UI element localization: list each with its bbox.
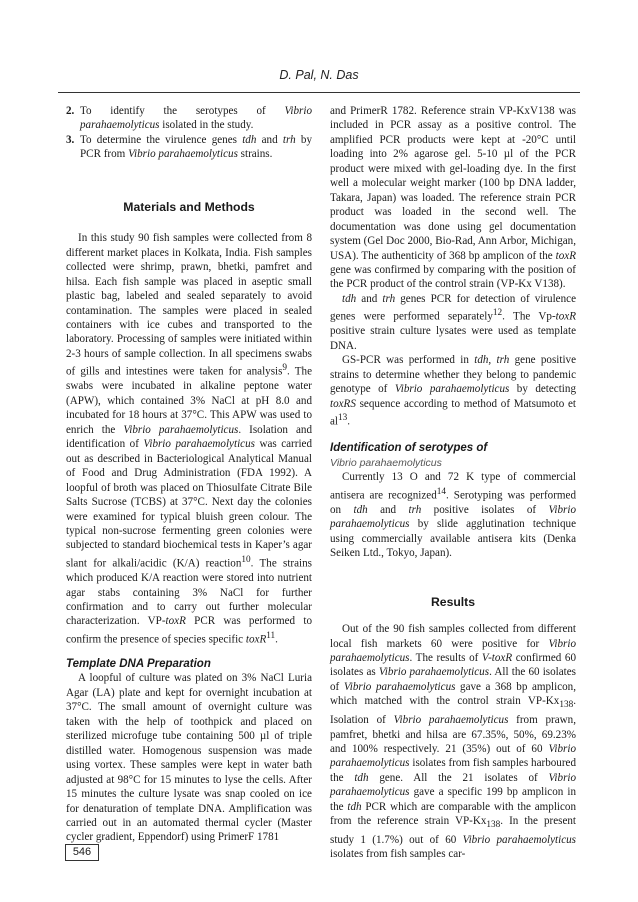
paragraph-serotyping: Currently 13 O and 72 K type of commercial antisera are recognized$^{14}$. Serotyping was performed on tdh and trh positive isolates of Vibrio parahaemolyticus by slide agglutination technique using commercially available antisera kits (Denka Seiken Ltd., Tokyo, Japan). — [330, 471, 576, 560]
header-rule — [58, 92, 580, 93]
subsection-title-serotypes: Identification of serotypes of — [330, 442, 488, 455]
page-number: 546 — [65, 844, 99, 861]
list-item: 3. To determine the virulence genes tdh and trh by PCR from Vibrio parahaemolyticus strains. — [66, 133, 312, 161]
paragraph-gs-pcr: GS-PCR was performed in tdh, trh gene positive strains to determine whether they belong to pandemic genotype of Vibrio parahaemolyticus by detecting toxRS sequence according to method of Matsumoto et $al^{13}$. — [330, 354, 577, 428]
section-title-results: Results — [430, 594, 476, 609]
paragraph-pcr-continued: and PrimerR 1782. Reference strain VP-KxV138 was included in PCR assay as a positive control. The amplified PCR products were kept at -20°C until loading into 2% agarose gel. 5-10 µl of the PCR product were mixed with gel-loading dye. In the first well a molecular weight marker (100 bp DNA ladder, Takara, Japan) was loaded. The reference strain PCR product was loaded in the second well. The documentation was done using gel documentation system (Gel Doc 2000, Bio-Rad, Ann Arbor, Michigan, USA). The authenticity of 368 bp amplicon of the toxR gene was confirmed by comparing with the position of the PCR product of the control strain (VP-Kx V138). — [330, 105, 576, 291]
paragraph-template-dna: A loopful of culture was plated on 3% NaCl Luria Agar (LA) plate and kept for overnight incubation at 37°C. The small amount of overnight culture was taken with the help of toothpick and placed on sterilized microfuge tube containing 500 µl of triple distilled water. Homogenous suspension was made using vortex. These samples were kept in water bath adjusted at 98°C for 15 minutes to lyse the cells. After 15 minutes the culture lysate was snap cooled on ice for denaturation of template DNA. Amplification was carried out in an automated thermal cycler (Master cycler gradient, Eppendorf) using PrimerF 1781 — [66, 672, 312, 844]
objectives-list — [66, 104, 312, 162]
paragraph-materials: In this study 90 fish samples were collected from 8 different market places in Kolkata, India. Fish samples collected were shrimp, prawn, bhetki, pamfret and hilsa. Each fish sample was placed in aseptic small plastic bag, labeled and sealed separately to avoid contamination. The samples were placed in sealed containers with ice cubes and transported to the laboratory. Processing of samples were initiated within 2-3 hours of sample collection. In all specimens swabs of gills and intestines were taken for analysis$^9$. The swabs were incubated in alkaline peptone water (APW), which contained 3% NaCl at pH 8.0 and incubated for 18 hours at 37°C. This APW was used to enrich the Vibrio parahaemolyticus. Isolation and identification of Vibrio parahaemolyticus was carried out as described in Bacteriological Analytical Manual of Food and Drug Administration (FDA 1992). A loopful of broth was placed on Thiosulfate Citrate Bile Salts Sucrose (TCBS) at 37°C. Next day the colonies were examined for typical bluish green colour. The typical non-sucrose fermenting green colonies were subjected to standard biochemical tests in Kaper’s agar slant for alkali/acidic (K/A) reaction$^{10}$. The strains which produced K/A reaction were stored into nutrient agar stabs containing 3% NaCl for further confirmation and to carry out further molecular characterization. VP-toxR PCR was performed to confirm the presence of species specific toxR$^{11}$. — [66, 232, 313, 646]
left-column — [66, 104, 312, 845]
list-item: 2. To identify the serotypes of Vibrio parahaemolyticus isolated in the study. — [66, 105, 312, 132]
paragraph-virulence-genes: tdh and trh genes PCR for detection of virulence genes were performed separately$^{12}$. The Vp-toxR positive strain culture lysates were used as template DNA. — [330, 292, 576, 352]
section-title-materials-methods: Materials and Methods — [123, 199, 255, 214]
subsection-subtitle-species: Vibrio parahaemolyticus — [330, 456, 442, 469]
paragraph-results: Out of the 90 fish samples collected from different local fish markets 60 were positive for Vibrio parahaemolyticus. The results of V-toxR confirmed 60 isolates as Vibrio parahaemolyticus. All the 60 isolates of Vibrio parahaemolyticus gave a 368 bp amplicon, which matched with the control strain $VP-Kx_{138}$. Isolation of Vibrio parahaemolyticus from prawn, pamfret, bhetki and hilsa are 67.35%, 50%, 69.23% and 100% respectively. 21 (35%) out of 60 Vibrio parahaemolyticus isolates from fish samples harboured the tdh gene. All the 21 isolates of Vibrio parahaemolyticus gave a specific 199 bp amplicon in the tdh PCR which are comparable with the amplicon from the reference strain $VP-Kx_{138}$. In the present study 1 (1.7%) out of 60 Vibrio parahaemolyticus isolates from fish samples car- — [330, 623, 577, 861]
subsection-title-template-dna: Template DNA Preparation — [66, 658, 211, 671]
running-header: D. Pal, N. Das — [279, 68, 359, 82]
right-column — [330, 104, 576, 862]
